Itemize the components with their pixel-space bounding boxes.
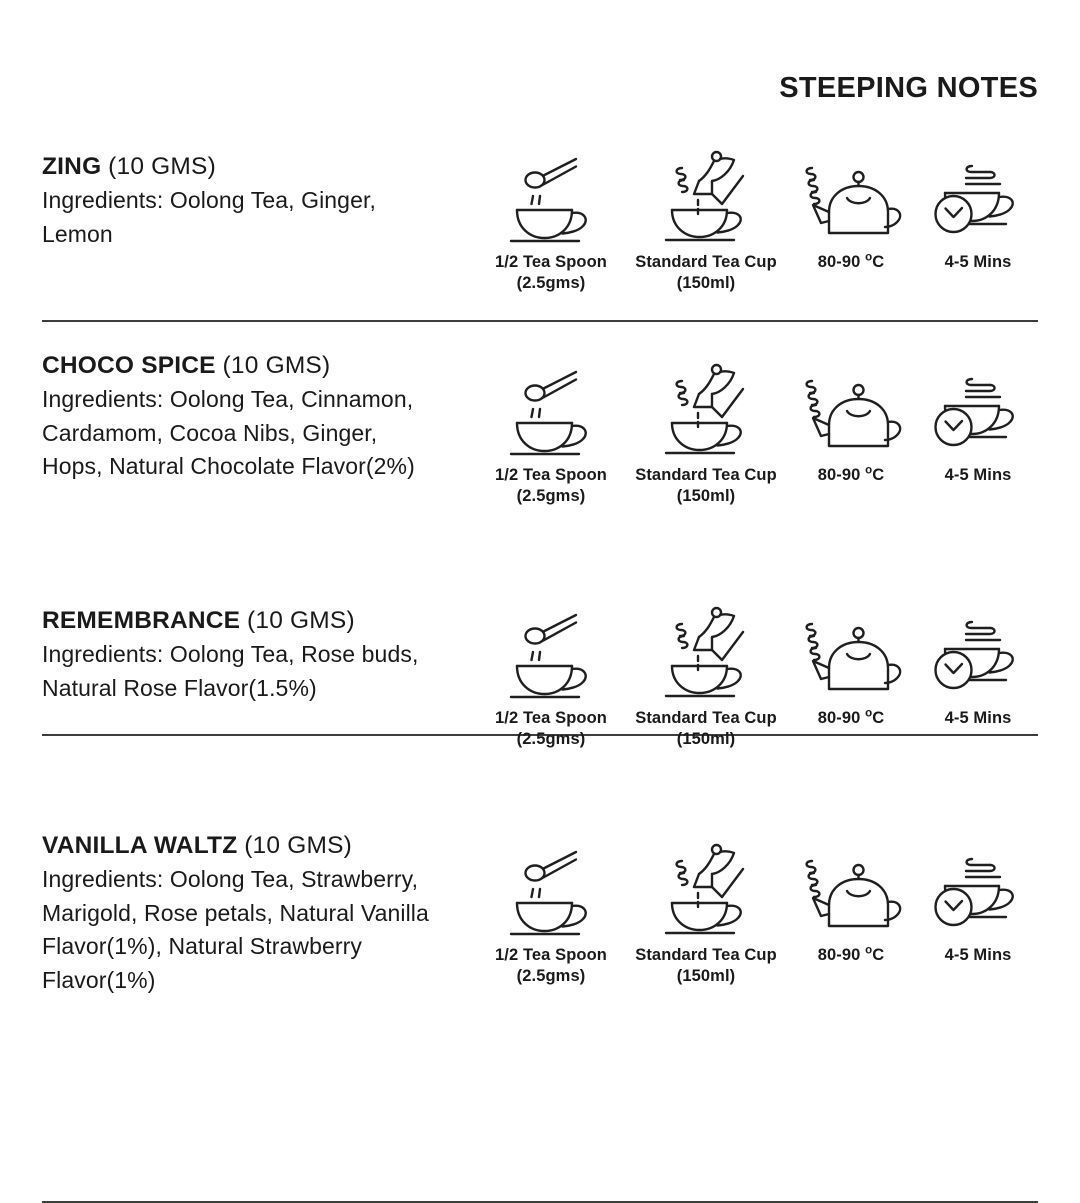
tea-description	[42, 148, 462, 251]
step-kettle-caption	[818, 708, 885, 729]
step-teacup-caption-main: Standard Tea Cup	[635, 466, 777, 484]
step-teacup-caption-sub: (150ml)	[676, 274, 736, 292]
step-spoon	[476, 148, 626, 294]
step-kettle-caption-main: 80-90	[817, 946, 861, 964]
step-spoon-caption-main: 1/2 Tea Spoon	[495, 946, 607, 964]
step-timer-caption	[945, 465, 1012, 486]
step-timer-caption-main: 4-5 Mins	[944, 466, 1012, 484]
tea-ingredients: Ingredients: Oolong Tea, Cinnamon, Cardamom, Cocoa Nibs, Ginger, Hops, Natural Chocolate Flavor(2%)	[42, 386, 415, 479]
page-title: STEEPING NOTES	[779, 72, 1038, 104]
cup-with-clock-icon	[928, 604, 1028, 700]
steaming-teapot-icon	[799, 148, 903, 244]
tea-heading	[42, 349, 462, 382]
cup-with-clock-icon	[928, 148, 1028, 244]
step-teacup-caption-sub: (150ml)	[676, 487, 736, 505]
step-kettle-caption-unit: C	[872, 253, 885, 271]
step-spoon-caption	[495, 252, 607, 294]
steeping-rows	[0, 140, 1080, 1027]
tea-description	[42, 602, 462, 705]
degree-symbol: o	[865, 464, 873, 477]
step-kettle-caption	[818, 252, 885, 273]
brewing-steps	[462, 827, 1040, 987]
steaming-teapot-icon	[799, 841, 903, 937]
spoon-over-cup-icon	[503, 604, 599, 700]
tea-name: REMEMBRANCE	[42, 607, 241, 634]
step-kettle-caption-unit: C	[872, 946, 885, 964]
step-timer-caption	[945, 252, 1012, 273]
page-title-container	[779, 74, 1038, 103]
tea-name: VANILLA WALTZ	[42, 832, 238, 859]
step-kettle-caption-unit: C	[872, 466, 885, 484]
step-kettle-caption	[818, 945, 885, 966]
step-spoon-caption-main: 1/2 Tea Spoon	[495, 466, 607, 484]
brewing-steps	[462, 347, 1040, 507]
spoon-over-cup-icon	[503, 361, 599, 457]
step-kettle-caption	[818, 465, 885, 486]
tea-weight: (10 GMS)	[108, 153, 216, 180]
step-timer-caption	[945, 945, 1012, 966]
step-timer-caption-main: 4-5 Mins	[944, 946, 1012, 964]
tea-weight: (10 GMS)	[247, 607, 355, 634]
step-teacup-caption	[635, 465, 777, 507]
tea-heading	[42, 829, 462, 862]
tea-heading	[42, 150, 462, 183]
step-timer	[916, 361, 1040, 486]
step-timer-caption-main: 4-5 Mins	[944, 709, 1012, 727]
step-kettle-caption-main: 80-90	[817, 466, 861, 484]
step-teacup-caption	[635, 708, 777, 750]
step-teacup-caption-sub: (150ml)	[676, 730, 736, 748]
step-kettle	[786, 604, 916, 729]
step-teacup-caption-main: Standard Tea Cup	[635, 709, 777, 727]
teabag-over-cup-icon	[654, 841, 758, 937]
step-spoon-caption-sub: (2.5gms)	[516, 967, 586, 985]
step-timer	[916, 148, 1040, 273]
step-teacup-caption	[635, 252, 777, 294]
step-spoon-caption	[495, 465, 607, 507]
step-timer	[916, 604, 1040, 729]
step-kettle	[786, 148, 916, 273]
steaming-teapot-icon	[799, 604, 903, 700]
cup-with-clock-icon	[928, 841, 1028, 937]
step-spoon-caption-sub: (2.5gms)	[516, 730, 586, 748]
step-kettle	[786, 361, 916, 486]
step-teacup	[626, 841, 786, 987]
degree-symbol: o	[865, 251, 873, 264]
step-spoon	[476, 604, 626, 750]
step-timer	[916, 841, 1040, 966]
step-kettle-caption-main: 80-90	[817, 709, 861, 727]
step-spoon	[476, 361, 626, 507]
tea-name: CHOCO SPICE	[42, 352, 216, 379]
step-teacup	[626, 148, 786, 294]
tea-weight: (10 GMS)	[244, 832, 352, 859]
tea-row	[0, 140, 1080, 320]
teabag-over-cup-icon	[654, 361, 758, 457]
step-timer-caption	[945, 708, 1012, 729]
step-teacup-caption-sub: (150ml)	[676, 967, 736, 985]
step-spoon-caption	[495, 708, 607, 750]
step-kettle-caption-unit: C	[872, 709, 885, 727]
tea-weight: (10 GMS)	[222, 352, 331, 379]
step-kettle	[786, 841, 916, 966]
step-timer-caption-main: 4-5 Mins	[944, 253, 1012, 271]
degree-symbol: o	[865, 707, 873, 720]
tea-ingredients: Ingredients: Oolong Tea, Strawberry, Marigold, Rose petals, Natural Vanilla Flavor(1%), Natural Strawberry Flavor(1%)	[42, 866, 429, 993]
spoon-over-cup-icon	[503, 841, 599, 937]
brewing-steps	[462, 148, 1040, 294]
tea-ingredients: Ingredients: Oolong Tea, Ginger, Lemon	[42, 187, 376, 247]
spoon-over-cup-icon	[503, 148, 599, 244]
step-spoon-caption-sub: (2.5gms)	[516, 274, 586, 292]
steaming-teapot-icon	[799, 361, 903, 457]
tea-row	[0, 787, 1080, 1027]
tea-name: ZING	[42, 153, 102, 180]
step-spoon-caption-main: 1/2 Tea Spoon	[495, 253, 607, 271]
step-spoon-caption-main: 1/2 Tea Spoon	[495, 709, 607, 727]
teabag-over-cup-icon	[654, 604, 758, 700]
tea-row	[0, 554, 1080, 787]
step-spoon-caption	[495, 945, 607, 987]
step-teacup	[626, 361, 786, 507]
cup-with-clock-icon	[928, 361, 1028, 457]
tea-description	[42, 347, 462, 484]
step-teacup-caption	[635, 945, 777, 987]
degree-symbol: o	[865, 944, 873, 957]
teabag-over-cup-icon	[654, 148, 758, 244]
step-teacup	[626, 604, 786, 750]
tea-description	[42, 827, 462, 997]
step-spoon-caption-sub: (2.5gms)	[516, 487, 586, 505]
step-spoon	[476, 841, 626, 987]
tea-row	[0, 320, 1080, 554]
step-kettle-caption-main: 80-90	[817, 253, 861, 271]
tea-heading	[42, 604, 462, 637]
brewing-steps	[462, 602, 1040, 750]
tea-ingredients: Ingredients: Oolong Tea, Rose buds, Natural Rose Flavor(1.5%)	[42, 641, 419, 701]
step-teacup-caption-main: Standard Tea Cup	[635, 253, 777, 271]
step-teacup-caption-main: Standard Tea Cup	[635, 946, 777, 964]
